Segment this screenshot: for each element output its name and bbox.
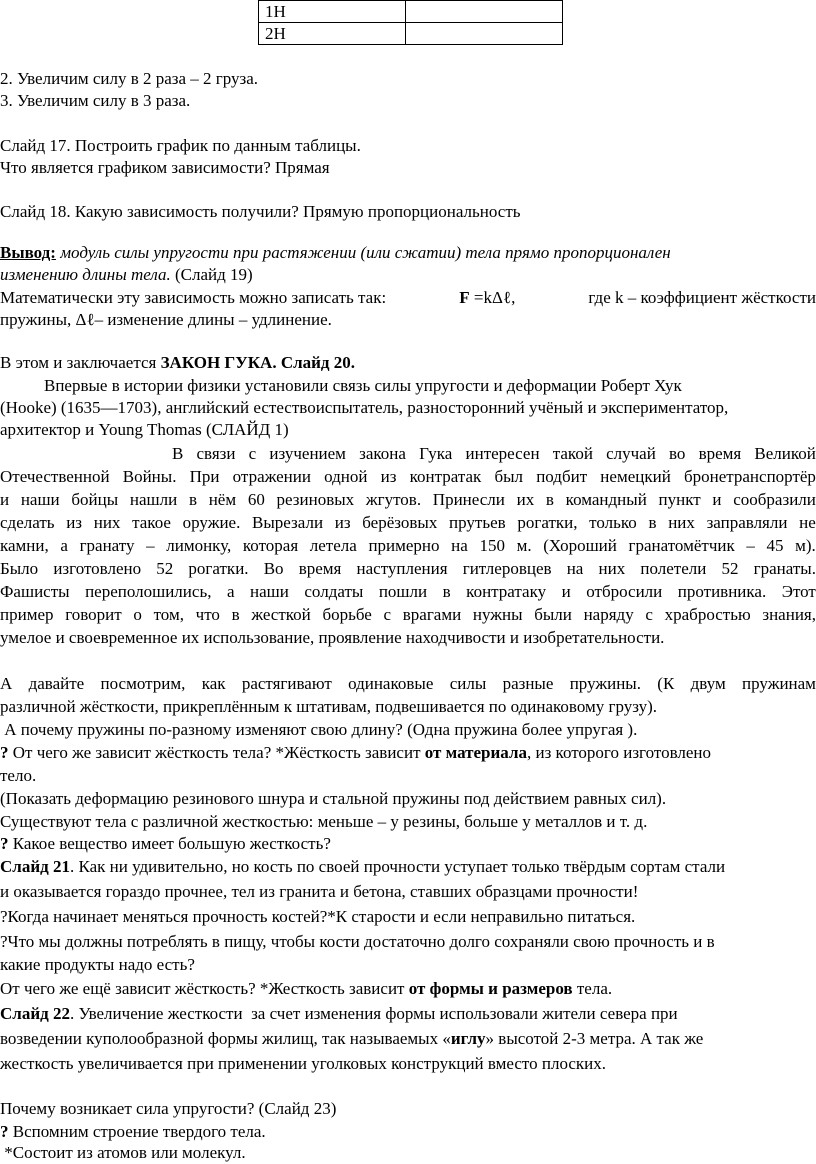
text-span: Математически эту зависимость можно записать так: [0,288,387,307]
table-cell: 1Н [259,1,406,23]
text-span: жесткость увеличивается при применении уголковых конструкций вместо плоских. [0,1054,607,1073]
text-span: архитектор и Young Thomas (СЛАЙД 1) [0,420,289,439]
text-span: сделать из них такое оружие. Вырезали из берёзовых прутьев рогатки, только в них заправляли не [0,513,816,532]
justified-line [0,673,816,695]
text-span: тело. [0,766,37,785]
text-span: камни, а гранату – лимонку, которая летела примерно на 150 м. (Хороший гранатомётчик – 45 м). [0,536,816,555]
text-span: 3. Увеличим силу в 3 раза. [0,91,191,110]
text-span: Существуют тела с различной жесткостью: меньше – у резины, больше у металлов и т. д. [0,812,648,831]
justified-line [0,443,816,465]
text-span: . Как ни удивительно, но кость по своей прочности уступает только твёрдым сортам стали [69,857,726,876]
justified-line [0,489,816,511]
text-span: (Показать деформацию резинового шнура и стальной пружины под действием равных сил). [0,789,667,808]
formula: =kΔℓ, [473,288,516,307]
data-table [258,0,563,45]
text-span: Слайд 18. Какую зависимость получили? Прямую пропорциональность [0,202,521,221]
justified-line [0,512,816,534]
text-span: умелое и своевременное их использование, проявление находчивости и изобретательности. [0,628,665,647]
formula-line [0,287,816,309]
text-span: (Hooke) (1635—1703), английский естествоиспытатель, разносторонний учёный и экспериментатор, [0,398,729,417]
text-span: Отечественной Войны. При отражении одной из контратак был подбит немецкий бронетранспортёр [0,467,816,486]
law-title: ЗАКОН ГУКА. Слайд 20. [160,353,356,372]
emphasis: от формы и размеров [408,979,573,998]
emphasis: от материала [424,743,527,762]
text-span: какие продукты надо есть? [0,955,195,974]
text-span: ?Когда начинает меняться прочность костей?*К старости и если неправильно питаться. [0,907,636,926]
text-span: возведении куполообразной формы жилищ, так называемых « [0,1029,451,1048]
text-span: Слайд 17. Построить график по данным таблицы. [0,136,361,155]
text-span: Что является графиком зависимости? Прямая [0,158,330,177]
text-span: Фашисты переполошились, а наши солдаты пошли в контратаку и отбросили противника. Этот [0,582,816,601]
text-span: тела. [572,979,613,998]
table-row [259,23,563,45]
justified-line [0,581,816,603]
text-span: От чего же зависит жёсткость тела? *Жёсткость зависит [8,743,421,762]
text-span: В этом и заключается [0,353,157,372]
conclusion-text: изменению длины тела. [0,265,171,284]
conclusion-label: Вывод: [0,243,56,262]
text-span: пример говорит о том, что в жесткой борьбе с врагами нужны были наряду с храбростью знания, [0,605,816,624]
justified-line [0,604,816,626]
text-span: и оказывается гораздо прочнее, тел из гранита и бетона, ставших образцами прочности! [0,882,639,901]
text-span: От чего же ещё зависит жёсткость? *Жесткость зависит [0,979,405,998]
conclusion-text: модуль силы упругости при растяжении (или сжатии) тела прямо пропорционален [60,243,671,262]
text-span: *Состоит из атомов или молекул. [0,1143,246,1162]
table-row [259,1,563,23]
table-cell [406,23,563,45]
text-span: , из которого изготовлено [526,743,711,762]
text-span: Было изготовлено 52 рогатки. Во время наступления гитлеровцев на них полетели 52 гранаты. [0,559,816,578]
justified-line [0,466,816,488]
text-span: и наши бойцы нашли в нём 60 резиновых жгутов. Принесли их в командный пункт и сообразили [0,490,816,509]
slide-label: Слайд 21 [0,857,70,876]
text-span: А давайте посмотрим, как растягивают одинаковые силы разные пружины. (К двум пружинам [0,674,816,693]
question-mark: ? [0,1122,9,1141]
slide-label: Слайд 22 [0,1004,70,1023]
text-span: где k – коэффициент жёсткости [588,288,816,307]
table-cell: 2Н [259,23,406,45]
text-line [0,1142,816,1162]
question-mark: ? [0,834,9,853]
text-span: Впервые в истории физики установили связь силы упругости и деформации Роберт Хук [44,376,682,395]
formula-symbol: F [459,288,470,307]
justified-line [0,535,816,557]
text-span: Почему возникает сила упругости? (Слайд 23) [0,1099,337,1118]
text-span: . Увеличение жесткости за счет изменения формы использовали жители севера при [69,1004,678,1023]
text-span: » высотой 2-3 метра. А так же [485,1029,704,1048]
justified-line [0,558,816,580]
text-span: ?Что мы должны потреблять в пищу, чтобы кости достаточно долго сохраняли свою прочность и в [0,932,715,951]
text-span: 2. Увеличим силу в 2 раза – 2 груза. [0,69,259,88]
slide-ref: (Слайд 19) [174,265,253,284]
text-span: В связи с изучением закона Гука интересен такой случай во время Великой [172,444,816,463]
text-span: Какое вещество имеет большую жесткость? [8,834,331,853]
text-span: пружины, Δℓ– изменение длины – удлинение. [0,310,332,329]
text-span: А почему пружины по-разному изменяют свою длину? (Одна пружина более упругая ). [0,720,638,739]
text-span: различной жёсткости, прикреплённым к штативам, подвешивается по одинаковому грузу). [0,697,658,716]
emphasis: иглу [450,1029,486,1048]
text-span: Вспомним строение твердого тела. [8,1122,266,1141]
table-cell [406,1,563,23]
question-mark: ? [0,743,9,762]
